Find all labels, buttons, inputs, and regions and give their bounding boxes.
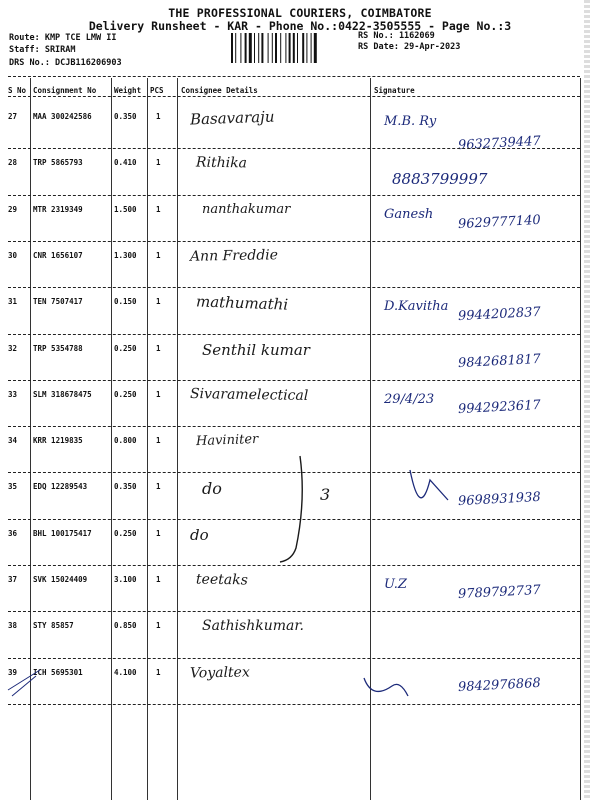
row-consignee: mathumathi — [195, 292, 289, 314]
column-header-rule — [8, 96, 580, 97]
row-consignee: Ann Freddie — [189, 247, 279, 265]
row-signature-name: U.Z — [384, 577, 407, 592]
col-divider — [370, 78, 371, 800]
row-weight: 1.300 — [114, 250, 137, 260]
row-consignee: Basavaraju — [189, 107, 275, 129]
row-weight: 0.350 — [114, 482, 137, 492]
col-divider — [147, 78, 148, 800]
row-signature-phone: 9944202837 — [457, 305, 542, 325]
row-consignment: TEN 7507417 — [33, 297, 83, 307]
row-consignment: KRR 1219835 — [33, 436, 83, 446]
col-sno: S No — [8, 86, 27, 95]
row-consignment: ICH 5695301 — [33, 667, 83, 677]
row-weight: 0.150 — [114, 297, 137, 307]
row-signature-phone: 9629777140 — [457, 212, 542, 232]
col-divider — [30, 78, 31, 800]
row-pcs: 1 — [156, 297, 161, 307]
row-pcs: 1 — [156, 112, 161, 121]
col-divider — [580, 78, 581, 800]
col-pcs: PCS — [150, 86, 164, 95]
row-separator — [8, 565, 580, 566]
row-consignment: SLM 318678475 — [33, 389, 92, 399]
row-separator — [8, 611, 580, 612]
header-rule — [8, 76, 580, 77]
row-sno: 34 — [8, 436, 18, 446]
row-separator — [8, 472, 580, 473]
col-consignment: Consignment No — [33, 86, 97, 95]
row-weight: 0.250 — [114, 389, 137, 399]
row-pcs: 1 — [156, 204, 161, 214]
row-separator — [8, 241, 580, 242]
row-weight: 1.500 — [114, 204, 137, 214]
drs-number: DRS No.: DCJB116206903 — [9, 58, 122, 68]
row-consignment: STY 85857 — [33, 621, 74, 631]
row-pcs: 1 — [156, 528, 161, 538]
row-consignment: CNR 1656107 — [33, 250, 83, 260]
rs-date: RS Date: 29-Apr-2023 — [358, 42, 461, 52]
col-weight: Weight — [114, 86, 142, 95]
row-sno: 36 — [8, 528, 18, 538]
row-signature-phone: 9842976868 — [457, 675, 542, 695]
row-separator — [8, 519, 580, 520]
row-weight: 0.350 — [114, 112, 137, 121]
row-weight: 4.100 — [114, 667, 137, 677]
row-sno: 35 — [8, 482, 18, 492]
rs-number: RS No.: 1162069 — [358, 31, 435, 41]
row-sno: 28 — [8, 158, 18, 168]
row-signature-name: M.B. Ry — [384, 114, 437, 129]
row-signature-extra: 8883799997 — [392, 170, 488, 188]
row-pcs: 1 — [156, 482, 161, 492]
col-consignee: Consignee Details — [181, 86, 258, 95]
row-separator — [8, 148, 580, 149]
row-pcs: 1 — [156, 389, 161, 399]
row-weight: 0.850 — [114, 621, 137, 631]
row-pcs: 1 — [156, 575, 161, 584]
row-signature-name: 29/4/23 — [384, 391, 435, 407]
row-signature-phone: 9942923617 — [457, 397, 542, 417]
row-sno: 33 — [8, 389, 18, 399]
row-weight: 0.250 — [114, 343, 137, 353]
row-pcs: 1 — [156, 250, 161, 260]
staff-label: Staff: SRIRAM — [9, 45, 76, 55]
row-consignment: EDQ 12289543 — [33, 482, 88, 492]
row-consignee: do — [202, 479, 222, 499]
row-consignment: SVK 15024409 — [33, 575, 88, 584]
row-consignment: MTR 2319349 — [33, 204, 83, 214]
row-weight: 0.800 — [114, 436, 137, 446]
row-separator — [8, 704, 580, 705]
row-signature-phone: 9698931938 — [457, 490, 542, 510]
runsheet-title: Delivery Runsheet - KAR - Phone No.:0422-3505555 - Page No.:3 — [88, 19, 512, 33]
col-divider — [177, 78, 178, 800]
row-consignee: Voyaltex — [189, 664, 250, 682]
row-pcs: 1 — [156, 621, 161, 631]
row-consignment: TRP 5354788 — [33, 343, 83, 353]
company-title: THE PROFESSIONAL COURIERS, COIMBATORE — [168, 6, 432, 20]
row-consignee: do — [190, 525, 209, 544]
row-consignment: TRP 5865793 — [33, 158, 83, 168]
row-pcs: 1 — [156, 436, 161, 446]
row-sno: 39 — [8, 667, 18, 677]
row-pcs: 1 — [156, 343, 161, 353]
row-weight: 3.100 — [114, 575, 137, 584]
row-signature-phone: 9632739447 — [457, 133, 542, 154]
row-consignee: Haviniter — [195, 432, 259, 450]
route-label: Route: KMP TCE LMW II — [9, 33, 117, 43]
row-consignee: nanthakumar — [202, 201, 291, 217]
row-separator — [8, 195, 580, 196]
col-signature: Signature — [374, 86, 415, 95]
row-consignment: BHL 100175417 — [33, 528, 92, 538]
row-separator — [8, 334, 580, 335]
col-divider — [111, 78, 112, 800]
row-signature-phone: 9842681817 — [457, 351, 542, 371]
row-consignee: teetaks — [195, 571, 248, 589]
row-sno: 27 — [8, 112, 18, 121]
row-consignment: MAA 300242586 — [33, 112, 92, 121]
row-signature-name: Ganesh — [384, 206, 434, 222]
row-sno: 38 — [8, 621, 18, 631]
row-weight: 0.410 — [114, 158, 137, 168]
row-consignee: Sivaramelectical — [189, 385, 309, 404]
row-sno: 32 — [8, 343, 18, 353]
row-separator — [8, 426, 580, 427]
row-consignee: Rithika — [195, 154, 248, 172]
row-consignee: Senthil kumar — [202, 340, 310, 359]
row-separator — [8, 287, 580, 288]
row-sno: 31 — [8, 297, 18, 307]
row-sno: 37 — [8, 575, 18, 584]
row-separator — [8, 380, 580, 381]
row-pcs: 1 — [156, 667, 161, 677]
row-signature-phone: 9789792737 — [457, 582, 542, 603]
row-sno: 29 — [8, 204, 18, 214]
row-pcs: 1 — [156, 158, 161, 168]
row-consignee: Sathishkumar. — [202, 618, 304, 635]
row-separator — [8, 658, 580, 659]
scan-edge — [584, 0, 590, 800]
row-sno: 30 — [8, 250, 18, 260]
row-signature-name: D.Kavitha — [384, 299, 449, 315]
row-weight: 0.250 — [114, 528, 137, 538]
margin-note: 3 — [320, 485, 331, 504]
barcode-icon — [230, 33, 352, 63]
